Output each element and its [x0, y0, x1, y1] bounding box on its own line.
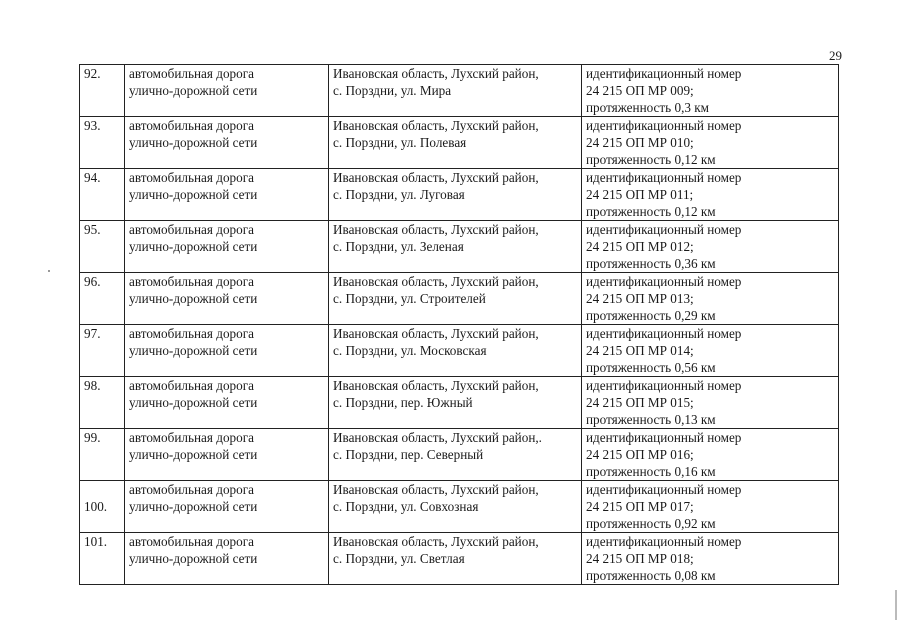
road-type-cell — [125, 533, 329, 585]
identifier-cell-line: идентификационный номер — [586, 274, 742, 289]
address-cell-line: с. Порздни, ул. Московская — [333, 343, 487, 358]
identifier-cell-line: 24 215 ОП МР 017; — [586, 499, 694, 514]
row-number-spacer — [84, 481, 120, 498]
road-type-cell-line: улично-дорожной сети — [129, 187, 258, 202]
road-type-cell — [125, 325, 329, 377]
address-cell-line: с. Порздни, ул. Светлая — [333, 551, 465, 566]
row-number — [80, 169, 125, 221]
road-type-cell-line: улично-дорожной сети — [129, 239, 258, 254]
address-cell — [329, 325, 582, 377]
address-cell-line: Ивановская область, Лухский район,. — [333, 430, 542, 445]
identifier-cell-line: 24 215 ОП МР 016; — [586, 447, 694, 462]
address-cell-line: Ивановская область, Лухский район, — [333, 534, 539, 549]
address-cell-line: Ивановская область, Лухский район, — [333, 482, 539, 497]
address-cell — [329, 377, 582, 429]
row-number — [80, 325, 125, 377]
row-number — [80, 65, 125, 117]
identifier-cell-line: идентификационный номер — [586, 378, 742, 393]
road-type-cell-line: улично-дорожной сети — [129, 395, 258, 410]
identifier-cell — [582, 117, 839, 169]
identifier-cell-line: протяженность 0,12 км — [586, 204, 716, 219]
table-row — [80, 481, 839, 533]
identifier-cell-line: идентификационный номер — [586, 430, 742, 445]
identifier-cell — [582, 65, 839, 117]
identifier-cell-line: идентификационный номер — [586, 118, 742, 133]
road-type-cell-line: улично-дорожной сети — [129, 551, 258, 566]
row-number-text: 100. — [84, 499, 108, 514]
road-type-cell — [125, 273, 329, 325]
road-type-cell-line: автомобильная дорога — [129, 326, 255, 341]
address-cell — [329, 481, 582, 533]
road-type-cell-line: автомобильная дорога — [129, 274, 255, 289]
identifier-cell — [582, 221, 839, 273]
address-cell — [329, 273, 582, 325]
table-row — [80, 325, 839, 377]
row-number-text: 97. — [84, 326, 101, 341]
address-cell-line: Ивановская область, Лухский район, — [333, 170, 539, 185]
address-cell-line: с. Порздни, ул. Луговая — [333, 187, 465, 202]
road-type-cell-line: автомобильная дорога — [129, 482, 255, 497]
identifier-cell-line: 24 215 ОП МР 010; — [586, 135, 694, 150]
row-number-text: 92. — [84, 66, 101, 81]
table-row — [80, 533, 839, 585]
table-row — [80, 65, 839, 117]
road-type-cell-line: улично-дорожной сети — [129, 135, 258, 150]
road-type-cell-line: автомобильная дорога — [129, 118, 255, 133]
address-cell-line: с. Порздни, ул. Мира — [333, 83, 452, 98]
table-row — [80, 377, 839, 429]
identifier-cell-line: протяженность 0,56 км — [586, 360, 716, 375]
address-cell — [329, 169, 582, 221]
identifier-cell-line: идентификационный номер — [586, 482, 742, 497]
row-number-text: 93. — [84, 118, 101, 133]
address-cell-line: Ивановская область, Лухский район, — [333, 274, 539, 289]
address-cell-line: Ивановская область, Лухский район, — [333, 378, 539, 393]
identifier-cell-line: протяженность 0,36 км — [586, 256, 716, 271]
road-type-cell — [125, 377, 329, 429]
row-number — [80, 117, 125, 169]
address-cell — [329, 533, 582, 585]
row-number — [80, 481, 125, 533]
road-type-cell-line: улично-дорожной сети — [129, 499, 258, 514]
road-type-cell — [125, 65, 329, 117]
identifier-cell-line: 24 215 ОП МР 015; — [586, 395, 694, 410]
road-type-cell-line: улично-дорожной сети — [129, 83, 258, 98]
identifier-cell — [582, 429, 839, 481]
row-number-text: 96. — [84, 274, 101, 289]
identifier-cell — [582, 169, 839, 221]
address-cell-line: Ивановская область, Лухский район, — [333, 222, 539, 237]
road-type-cell-line: автомобильная дорога — [129, 430, 255, 445]
row-number — [80, 429, 125, 481]
row-number-text: 98. — [84, 378, 101, 393]
road-type-cell-line: автомобильная дорога — [129, 66, 255, 81]
row-number — [80, 221, 125, 273]
roads-table — [79, 64, 839, 585]
row-number — [80, 273, 125, 325]
identifier-cell-line: идентификационный номер — [586, 222, 742, 237]
address-cell — [329, 65, 582, 117]
road-type-cell — [125, 169, 329, 221]
table-row — [80, 117, 839, 169]
road-type-cell — [125, 221, 329, 273]
address-cell-line: Ивановская область, Лухский район, — [333, 66, 539, 81]
address-cell-line: Ивановская область, Лухский район, — [333, 118, 539, 133]
identifier-cell-line: 24 215 ОП МР 013; — [586, 291, 694, 306]
road-type-cell — [125, 429, 329, 481]
roads-table-body — [80, 65, 839, 585]
identifier-cell — [582, 377, 839, 429]
road-type-cell-line: улично-дорожной сети — [129, 343, 258, 358]
road-type-cell-line: улично-дорожной сети — [129, 447, 258, 462]
identifier-cell-line: протяженность 0,08 км — [586, 568, 716, 583]
row-number — [80, 377, 125, 429]
road-type-cell — [125, 117, 329, 169]
address-cell-line: с. Порздни, ул. Полевая — [333, 135, 467, 150]
road-type-cell-line: автомобильная дорога — [129, 222, 255, 237]
row-number-text: 99. — [84, 430, 101, 445]
identifier-cell-line: идентификационный номер — [586, 66, 742, 81]
address-cell — [329, 429, 582, 481]
identifier-cell-line: протяженность 0,3 км — [586, 100, 710, 115]
table-row — [80, 429, 839, 481]
address-cell-line: Ивановская область, Лухский район, — [333, 326, 539, 341]
identifier-cell-line: протяженность 0,12 км — [586, 152, 716, 167]
address-cell-line: с. Порздни, ул. Зеленая — [333, 239, 464, 254]
address-cell-line: с. Порздни, ул. Совхозная — [333, 499, 479, 514]
identifier-cell-line: 24 215 ОП МР 018; — [586, 551, 694, 566]
identifier-cell-line: протяженность 0,29 км — [586, 308, 716, 323]
identifier-cell — [582, 273, 839, 325]
identifier-cell-line: идентификационный номер — [586, 170, 742, 185]
address-cell-line: с. Порздни, пер. Северный — [333, 447, 484, 462]
row-number-text: 101. — [84, 534, 108, 549]
identifier-cell-line: 24 215 ОП МР 012; — [586, 239, 694, 254]
table-row — [80, 169, 839, 221]
identifier-cell-line: протяженность 0,16 км — [586, 464, 716, 479]
address-cell-line: с. Порздни, пер. Южный — [333, 395, 473, 410]
address-cell-line: с. Порздни, ул. Строителей — [333, 291, 486, 306]
identifier-cell — [582, 325, 839, 377]
identifier-cell — [582, 533, 839, 585]
identifier-cell-line: протяженность 0,13 км — [586, 412, 716, 427]
identifier-cell-line: 24 215 ОП МР 009; — [586, 83, 694, 98]
address-cell — [329, 117, 582, 169]
table-row — [80, 273, 839, 325]
road-type-cell-line: улично-дорожной сети — [129, 291, 258, 306]
row-number-text: 94. — [84, 170, 101, 185]
page-number: 29 — [829, 48, 842, 63]
road-type-cell-line: автомобильная дорога — [129, 170, 255, 185]
row-number — [80, 533, 125, 585]
identifier-cell-line: протяженность 0,92 км — [586, 516, 716, 531]
address-cell — [329, 221, 582, 273]
row-number-text: 95. — [84, 222, 101, 237]
identifier-cell — [582, 481, 839, 533]
road-type-cell-line: автомобильная дорога — [129, 378, 255, 393]
table-row — [80, 221, 839, 273]
identifier-cell-line: 24 215 ОП МР 011; — [586, 187, 694, 202]
road-type-cell — [125, 481, 329, 533]
road-type-cell-line: автомобильная дорога — [129, 534, 255, 549]
identifier-cell-line: 24 215 ОП МР 014; — [586, 343, 694, 358]
scan-speck — [48, 270, 50, 272]
scan-edge-shadow — [895, 590, 897, 620]
identifier-cell-line: идентификационный номер — [586, 326, 742, 341]
identifier-cell-line: идентификационный номер — [586, 534, 742, 549]
